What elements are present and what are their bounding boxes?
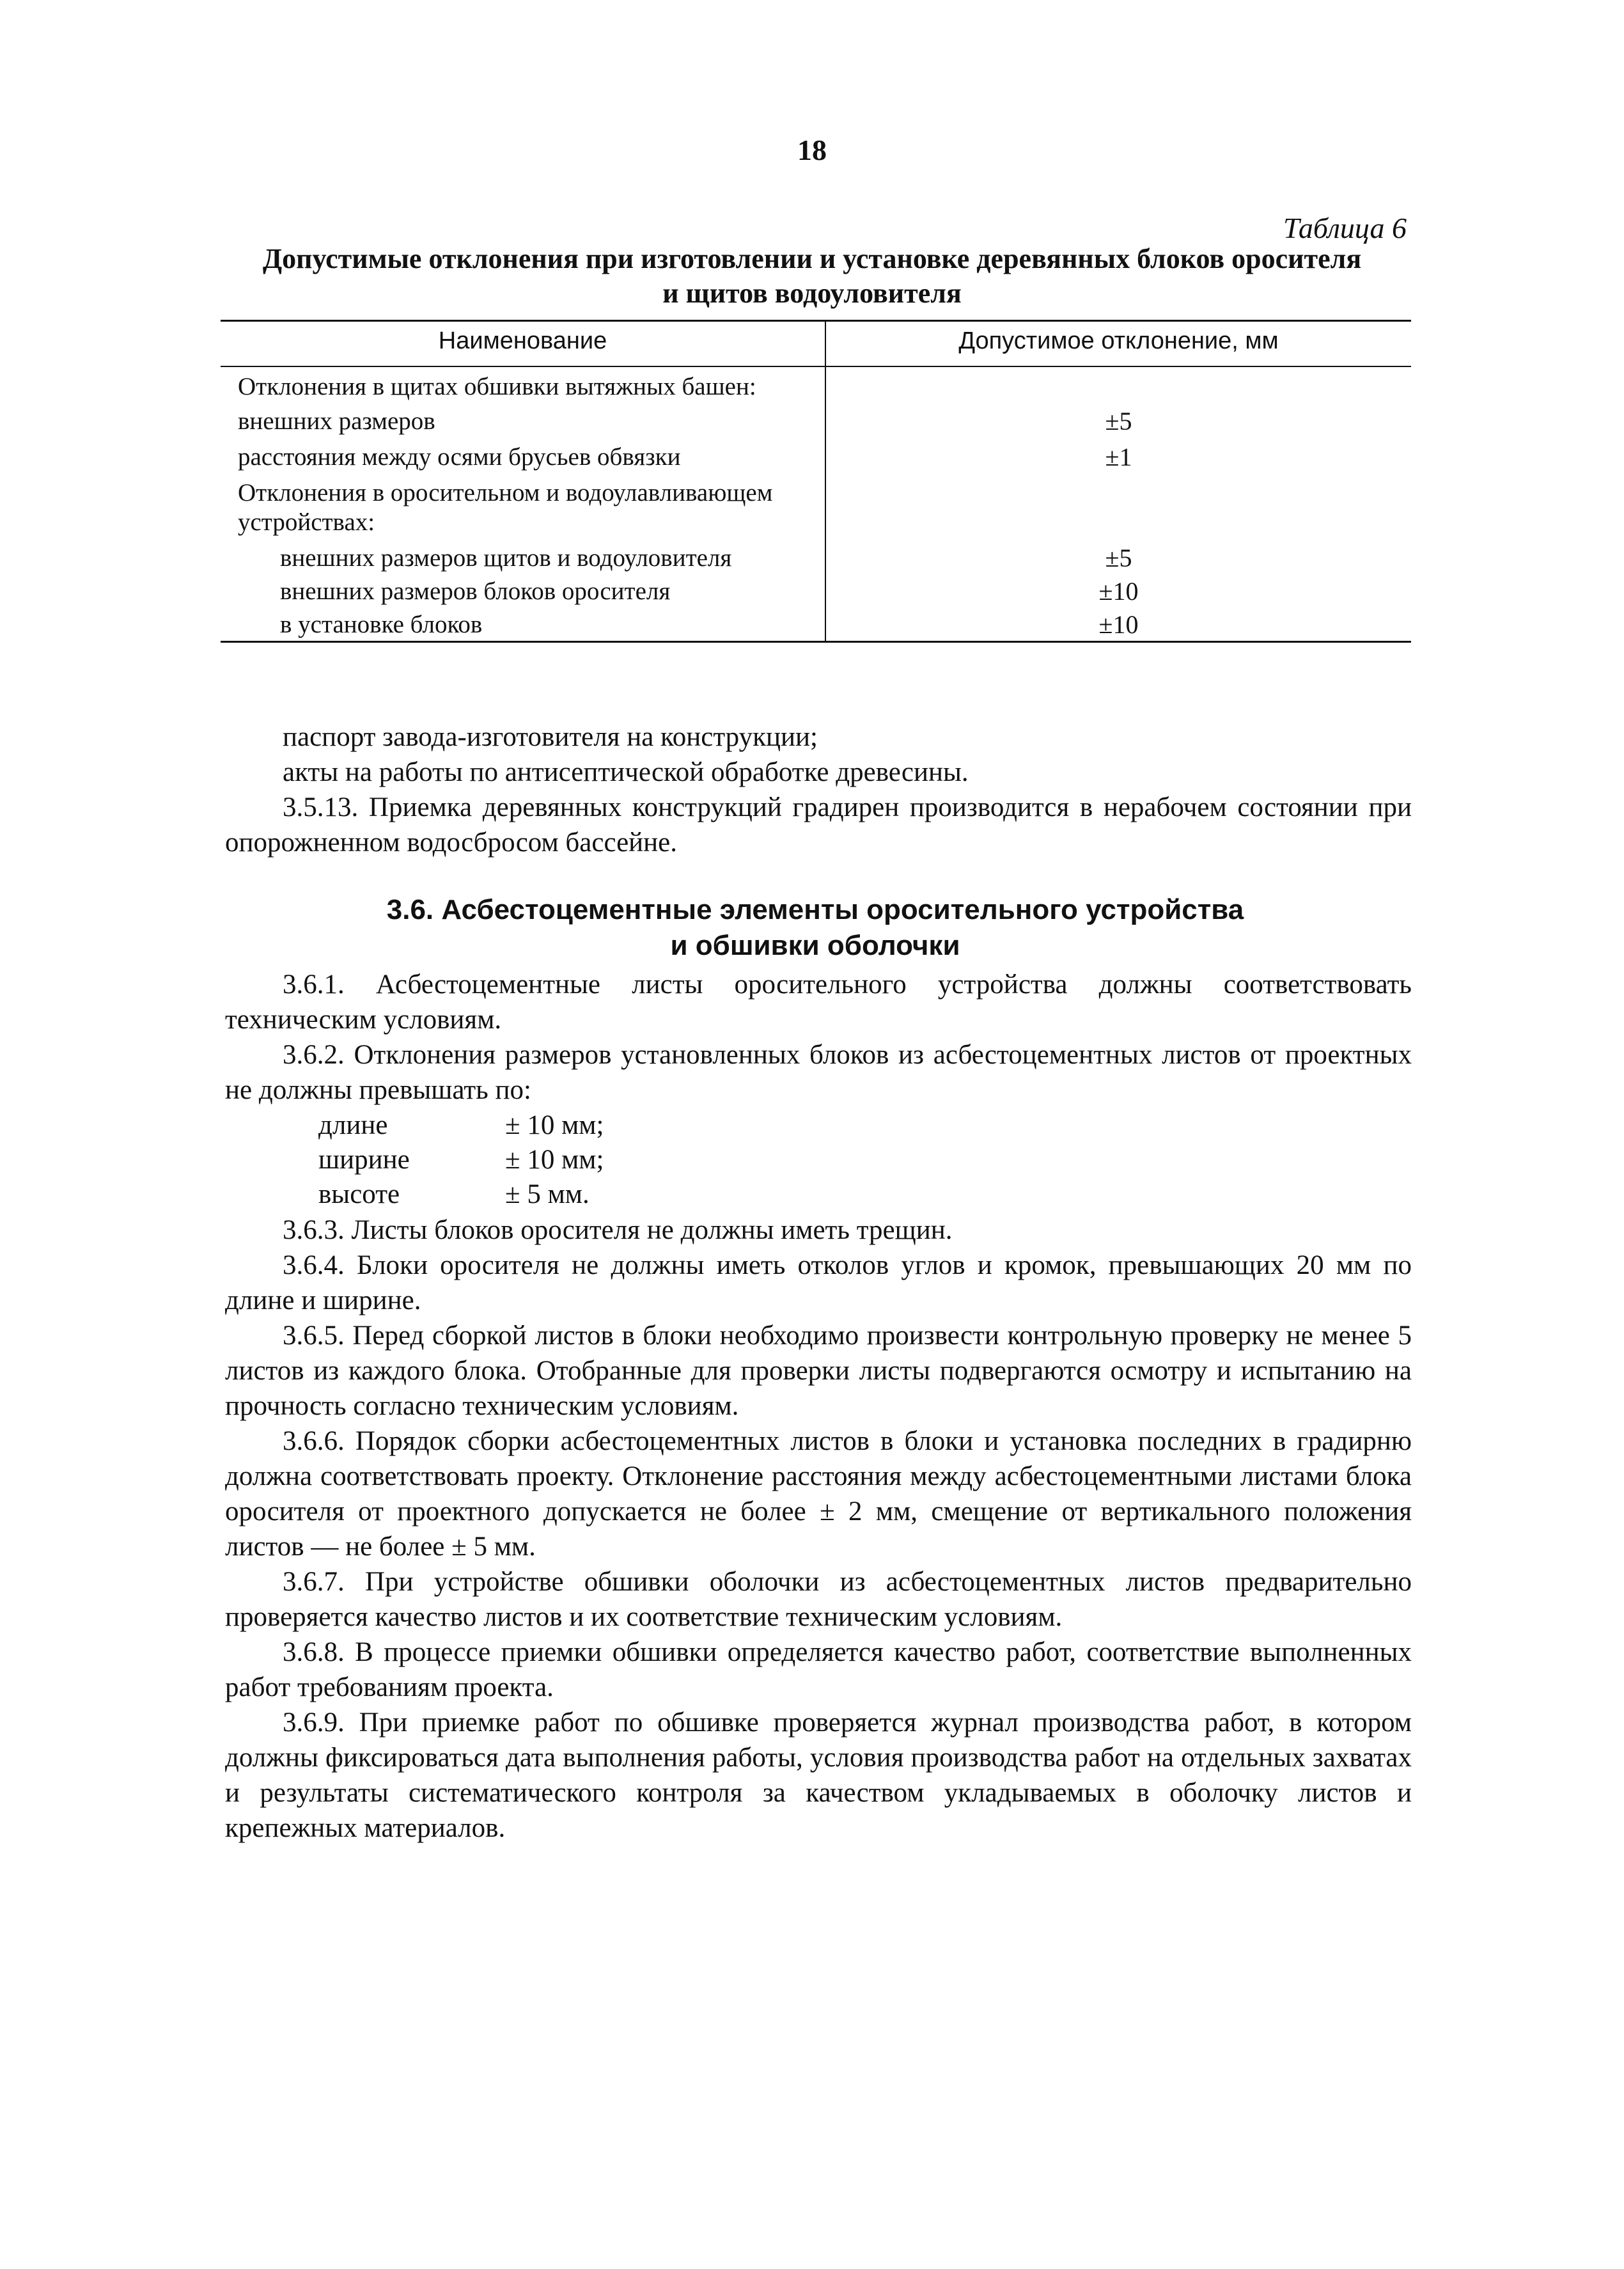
- table-row-name: в установке блоков: [280, 611, 483, 638]
- table-row-value: ±10: [1098, 577, 1139, 606]
- table-row-value: ±5: [1105, 407, 1132, 436]
- table-row-name: внешних размеров щитов и водоуловителя: [280, 544, 732, 572]
- table-title-line-2: и щитов водоуловителя: [662, 278, 962, 309]
- intro-block: [225, 719, 1412, 860]
- table-row-value: ±10: [1098, 610, 1139, 639]
- tolerance-name: ширине: [318, 1145, 410, 1175]
- page-number: 18: [797, 134, 827, 166]
- table-label: Таблица 6: [1283, 212, 1407, 244]
- section-block-a: [225, 967, 1412, 1108]
- table-row-name: Отклонения в щитах обшивки вытяжных башен:: [238, 373, 756, 400]
- section-block-b: [225, 1213, 1412, 1846]
- table-title-line-1: Допустимые отклонения при изготовлении и установке деревянных блоков оросителя: [262, 243, 1362, 274]
- intro-line: акты на работы по антисептической обработке древесины.: [283, 757, 969, 787]
- table-row-value: ±5: [1105, 544, 1132, 572]
- table-row-name: внешних размеров блоков оросителя: [280, 577, 671, 605]
- tolerance-value: ± 5 мм.: [505, 1179, 589, 1209]
- table-row-name: Отклонения в оросительном и водоулавливающем: [238, 479, 773, 506]
- paragraph: 3.6.6. Порядок сборки асбестоцементных листов в блоки и установка последних в градирню должна соответствовать проекту. Отклонение расстояния между асбестоцементными листами блока оросителя от проектного допускается не более ± 2 мм, смещение от вертикального положения листов — не более ± 5 мм.: [225, 1426, 1412, 1562]
- table-title: [217, 242, 1407, 311]
- table-header-name: Наименование: [438, 327, 607, 354]
- paragraph-3-5-13: 3.5.13. Приемка деревянных конструкций градирен производится в нерабочем состоянии при опорожненном водосбросом бассейне.: [225, 792, 1412, 858]
- table-top-rule: [221, 320, 1411, 322]
- section-heading: [217, 892, 1413, 964]
- table-bottom-rule: [221, 641, 1411, 643]
- paragraph-3-6-2: 3.6.2. Отклонения размеров установленных блоков из асбестоцементных листов от проектных не должны превышать по:: [225, 1040, 1412, 1105]
- table-row-name: расстояния между осями брусьев обвязки: [238, 443, 681, 471]
- tolerance-value: ± 10 мм;: [505, 1145, 604, 1175]
- paragraph: 3.6.3. Листы блоков оросителя не должны иметь трещин.: [283, 1215, 953, 1245]
- table-header-rule: [221, 366, 1411, 367]
- tolerance-name: длине: [318, 1110, 388, 1140]
- section-heading-line-1: 3.6. Асбестоцементные элементы оросительного устройства: [386, 894, 1244, 925]
- intro-line: паспорт завода-изготовителя на конструкции;: [283, 722, 818, 752]
- paragraph: 3.6.9. При приемке работ по обшивке проверяется журнал производства работ, в котором должны фиксироваться дата выполнения работы, условия производства работ на отдельных захватах и результаты систематического контроля за качеством укладываемых в оболочку листов и крепежных материалов.: [225, 1708, 1412, 1843]
- paragraph: 3.6.4. Блоки оросителя не должны иметь отколов углов и кромок, превышающих 20 мм по длине и ширине.: [225, 1250, 1412, 1315]
- paragraph: 3.6.7. При устройстве обшивки оболочки из асбестоцементных листов предварительно проверяется качество листов и их соответствие техническим условиям.: [225, 1567, 1412, 1632]
- paragraph-3-6-1: 3.6.1. Асбестоцементные листы оросительного устройства должны соответствовать техническим условиям.: [225, 970, 1412, 1035]
- table-header-deviation: Допустимое отклонение, мм: [958, 327, 1279, 354]
- table-row-name: устройствах:: [238, 508, 375, 536]
- table-row-value: ±1: [1105, 443, 1132, 471]
- table-row-name: внешних размеров: [238, 407, 435, 435]
- paragraph: 3.6.8. В процессе приемки обшивки определяется качество работ, соответствие выполненных работ требованиям проекта.: [225, 1637, 1412, 1702]
- paragraph: 3.6.5. Перед сборкой листов в блоки необходимо произвести контрольную проверку не менее 5 листов из каждого блока. Отобранные для проверки листы подвергаются осмотру и испытанию на прочность согласно техническим условиям.: [225, 1321, 1412, 1421]
- tolerance-value: ± 10 мм;: [505, 1110, 604, 1140]
- section-heading-line-2: и обшивки оболочки: [670, 930, 960, 961]
- tolerance-name: высоте: [318, 1179, 400, 1209]
